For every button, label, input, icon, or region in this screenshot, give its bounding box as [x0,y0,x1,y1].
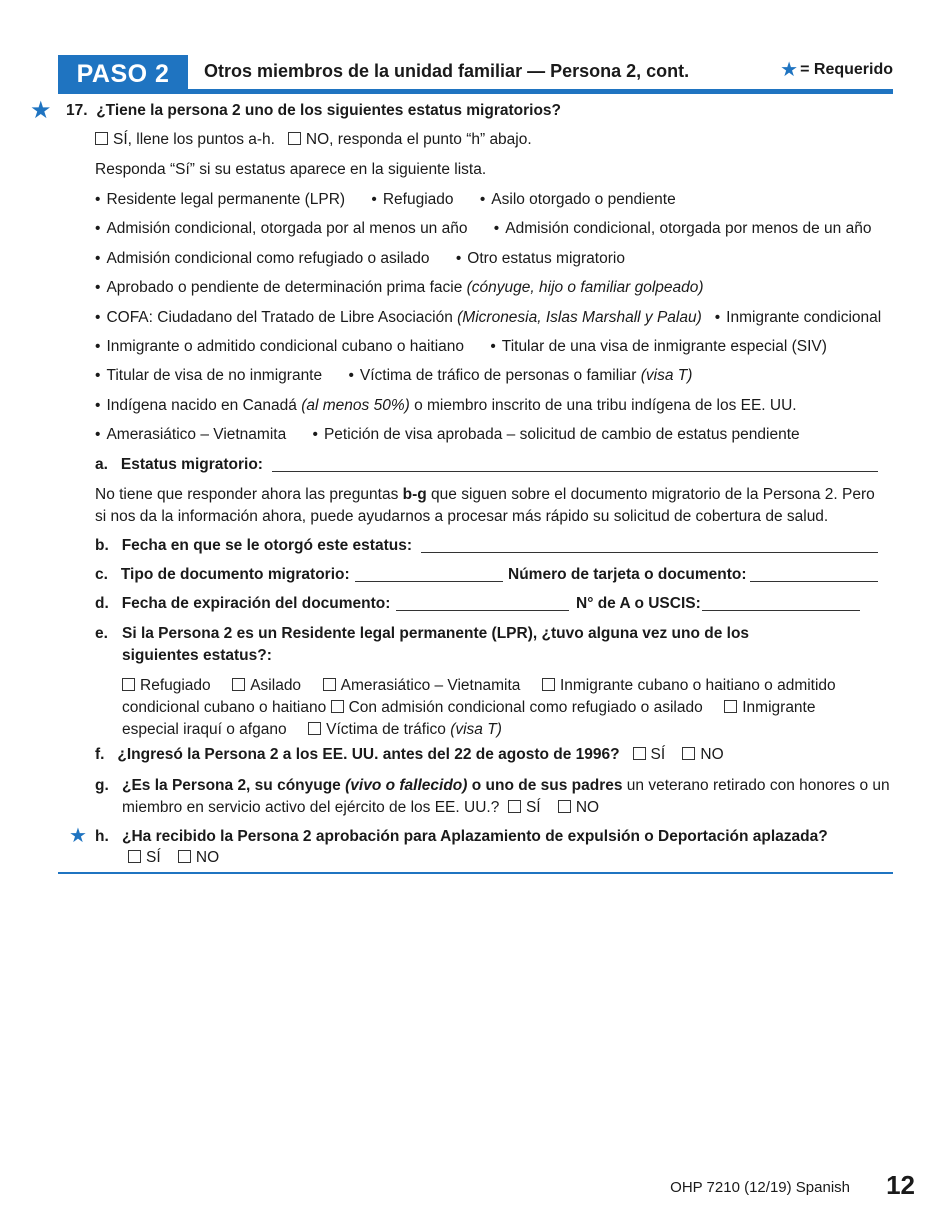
section-bottom-rule [58,872,893,874]
required-legend [780,60,893,80]
item-a: a. Estatus migratorio: [95,456,263,473]
checkbox-icon[interactable] [508,800,521,813]
status-list-row: • Indígena nacido en Canadá (al menos 50%) o miembro inscrito de una tribu indígena de los EE. UU. [95,397,797,414]
checkbox-icon[interactable] [542,678,555,691]
a-number-label: N° de A o USCIS: [576,595,701,612]
checkbox-icon[interactable] [178,850,191,863]
checkbox-icon[interactable] [633,747,646,760]
item-f: f. ¿Ingresó la Persona 2 a los EE. UU. antes del 22 de agosto de 1996? SÍ NO [95,746,724,763]
star-icon: ★ [69,825,87,847]
status-list-row: • Aprobado o pendiente de determinación prima facie (cónyuge, hijo o familiar golpeado) [95,279,704,296]
checkbox-icon[interactable] [308,722,321,735]
item-d: d. Fecha de expiración del documento: [95,595,391,612]
required-label: = Requerido [800,61,893,78]
q17-instruction: Responda “Sí” si su estatus aparece en la siguiente lista. [95,161,487,178]
checkbox-icon[interactable] [724,700,737,713]
checkbox-icon[interactable] [122,678,135,691]
status-list-row: • Residente legal permanente (LPR) • Refugiado • Asilo otorgado o pendiente [95,191,676,208]
status-list-row: • Amerasiático – Vietnamita • Petición de visa aprobada – solicitud de cambio de estatus pendiente [95,426,800,443]
form-id: OHP 7210 (12/19) Spanish [670,1179,850,1196]
section-title: Otros miembros de la unidad familiar — Persona 2, cont. [204,61,690,81]
header-rule [58,89,893,94]
date-granted-input-line[interactable] [421,538,878,553]
item-b: b. Fecha en que se le otorgó este estatus: [95,537,412,554]
section-header [58,55,893,89]
checkbox-icon[interactable] [128,850,141,863]
card-number-input-line[interactable] [750,567,878,582]
star-icon: ★ [30,97,52,124]
item-g-question: ¿Es la Persona 2, su cónyuge (vivo o fallecido) o uno de sus padres un veterano retirado con honores o un miembro en servicio activo del ejército de los EE. UU.? SÍ NO [122,777,890,816]
q17-answer-options: SÍ, llene los puntos a-h. NO, responda el punto “h” abajo. [95,131,532,149]
status-list-row: • Titular de visa de no inmigrante • Víctima de tráfico de personas o familiar (visa T) [95,367,693,384]
a-number-input-line[interactable] [702,596,860,611]
status-list-row: • COFA: Ciudadano del Tratado de Libre Asociación (Micronesia, Islas Marshall y Palau) • Inmigrante condicional [95,309,882,326]
item-h-question: ¿Ha recibido la Persona 2 aprobación para Aplazamiento de expulsión o Deportación aplazada? [122,828,828,845]
question-17: 17. ¿Tiene la persona 2 uno de los siguientes estatus migratorios? [66,102,562,119]
checkbox-icon[interactable] [682,747,695,760]
item-e-options: Refugiado Asilado Amerasiático – Vietnamita Inmigrante cubano o haitiano o admitido condicional cubano o haitiano Con admisión condicional como refugiado o asilado Inmigrante especial iraquí o afgano Víctima de tráfico (visa T) [122,677,836,738]
item-h-label: h. [95,828,109,845]
checkbox-icon[interactable] [323,678,336,691]
status-list-row: • Inmigrante o admitido condicional cubano o haitiano • Titular de una visa de inmigrante especial (SIV) [95,338,827,355]
step-badge: PASO 2 [58,55,188,93]
status-list-row: • Admisión condicional, otorgada por al menos un año • Admisión condicional, otorgada por menos de un año [95,220,872,237]
item-h-options: SÍ NO [128,849,219,867]
checkbox-icon[interactable] [95,132,108,145]
checkbox-icon[interactable] [331,700,344,713]
optional-note: No tiene que responder ahora las preguntas b-g que siguen sobre el documento migratorio de la Persona 2. Pero si nos da la información ahora, puede ayudarnos a procesar más rápido su solicitud de cobertura de salud. [95,486,875,525]
item-g-label: g. [95,777,109,794]
card-number-label: Número de tarjeta o documento: [508,566,747,583]
status-list-row: • Admisión condicional como refugiado o asilado • Otro estatus migratorio [95,250,625,267]
item-c: c. Tipo de documento migratorio: [95,566,350,583]
checkbox-icon[interactable] [558,800,571,813]
checkbox-icon[interactable] [288,132,301,145]
star-icon: ★ [780,59,799,81]
item-e-question: Si la Persona 2 es un Residente legal permanente (LPR), ¿tuvo alguna vez uno de los siguientes estatus?: [122,625,750,664]
document-type-input-line[interactable] [355,567,503,582]
item-e-label: e. [95,625,108,642]
checkbox-icon[interactable] [232,678,245,691]
page-number: 12 [886,1170,915,1200]
status-input-line[interactable] [272,457,878,472]
expiration-date-input-line[interactable] [396,596,569,611]
